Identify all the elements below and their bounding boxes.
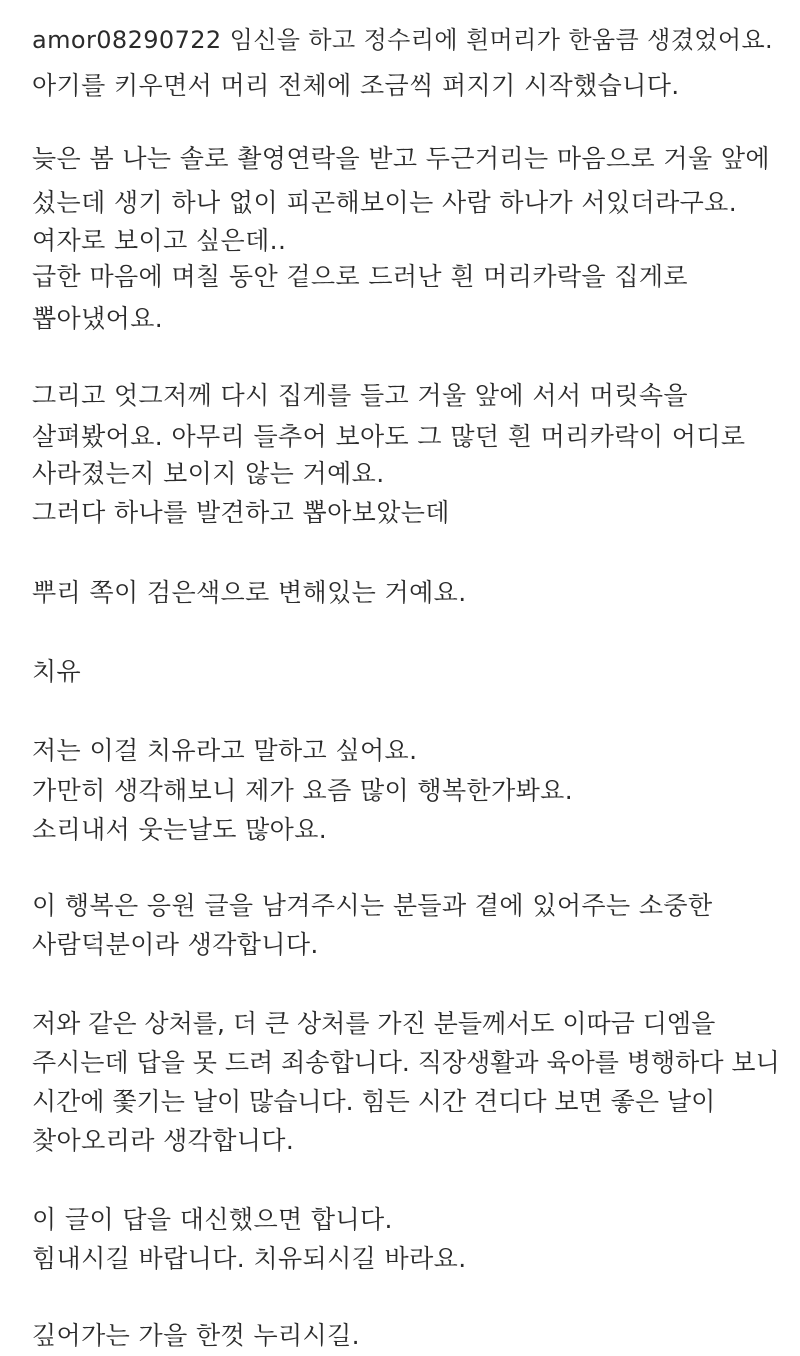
post-text-line: 이 행복은 응원 글을 남겨주시는 분들과 곁에 있어주는 소중한 — [32, 891, 713, 920]
post-text-line: 섰는데 생기 하나 없이 피곤해보이는 사람 하나가 서있더라구요. — [32, 188, 738, 217]
post-text-line: 아기를 키우면서 머리 전체에 조금씩 퍼지기 시작했습니다. — [32, 71, 680, 100]
post-text-line: 사라졌는지 보이지 않는 거예요. — [32, 459, 385, 488]
post-text-line: 뽑아냈어요. — [32, 304, 164, 333]
post-text-line: 늦은 봄 나는 솔로 촬영연락을 받고 두근거리는 마음으로 거울 앞에 — [32, 144, 770, 173]
post-text-line: 시간에 쫓기는 날이 많습니다. 힘든 시간 견디다 보면 좋은 날이 — [32, 1087, 716, 1116]
post-text-line: 저는 이걸 치유라고 말하고 싶어요. — [32, 736, 418, 765]
post-text-line: 깊어가는 가을 한껏 누리시길. — [32, 1321, 360, 1350]
post-text-line: 소리내서 웃는날도 많아요. — [32, 815, 328, 844]
post-text-line: 급한 마음에 며칠 동안 겉으로 드러난 흰 머리카락을 집게로 — [32, 262, 688, 291]
post-text-line: amor08290722 임신을 하고 정수리에 흰머리가 한움큼 생겼었어요. — [32, 26, 774, 54]
post-text-line: 주시는데 답을 못 드려 죄송합니다. 직장생활과 육아를 병행하다 보니 — [32, 1048, 780, 1077]
post-text-line: 살펴봤어요. 아무리 들추어 보아도 그 많던 흰 머리카락이 어디로 — [32, 422, 746, 451]
post-text-line: 찾아오리라 생각합니다. — [32, 1126, 295, 1155]
post-text-line: 그러다 하나를 발견하고 뽑아보았는데 — [32, 498, 450, 527]
post-text-line: 힘내시길 바랍니다. 치유되시길 바라요. — [32, 1244, 467, 1273]
post-text-line: 저와 같은 상처를, 더 큰 상처를 가진 분들께서도 이따금 디엠을 — [32, 1009, 716, 1038]
post-text-line: 이 글이 답을 대신했으면 합니다. — [32, 1205, 393, 1234]
post-text-line: 가만히 생각해보니 제가 요즘 많이 행복한가봐요. — [32, 776, 574, 805]
post-text-line: 치유 — [32, 657, 82, 686]
post-text-line: 그리고 엇그저께 다시 집게를 들고 거울 앞에 서서 머릿속을 — [32, 381, 688, 410]
post-text-line: 사람덕분이라 생각합니다. — [32, 930, 319, 959]
post-text-line: 뿌리 쪽이 검은색으로 변해있는 거예요. — [32, 578, 467, 607]
post-text-line: 여자로 보이고 싶은데.. — [32, 226, 287, 255]
